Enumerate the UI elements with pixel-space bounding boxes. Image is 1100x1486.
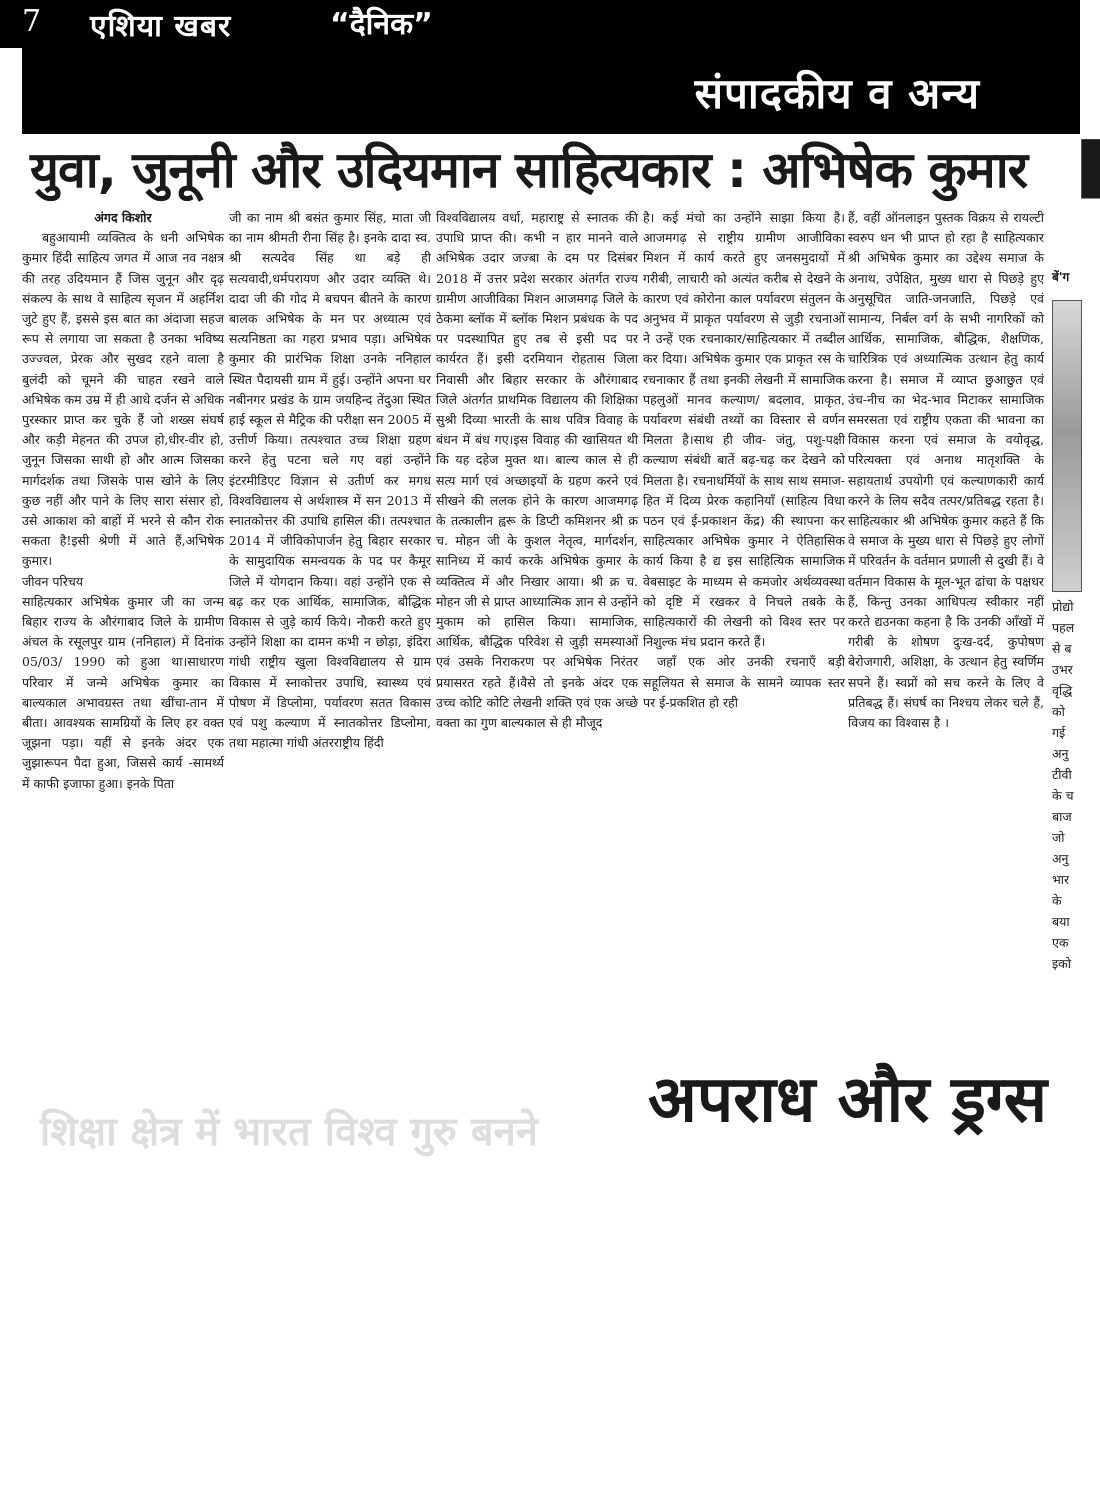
side-line: के (1052, 893, 1062, 908)
article-headline: युवा, जुनूनी और उदियमान साहित्यकार : अभिषेक कुमार (30, 141, 1028, 199)
paper-name: एशिया खबर (90, 9, 232, 44)
side-line: उभर (1052, 662, 1073, 677)
side-line: वृद्धि (1052, 683, 1073, 698)
section-title: संपादकीय व अन्य (694, 69, 980, 118)
side-line: प्रोद्यो (1052, 599, 1074, 614)
author-byline: अंगद किशोर (94, 210, 152, 225)
article-column-5 (848, 208, 1044, 731)
side-story-caption: बें'ग (1052, 270, 1070, 284)
section-bar (22, 48, 1080, 134)
column-text: जी का नाम श्री बसंत कुमार सिंह, माता जी का नाम श्रीमती रीना सिंह है। इनके दादा स्व. श्री सत्यदेव सिंह था बड़े ही सत्यवादी,धर्मपरायण और उदार व्यक्ति थे। दादा जी की गोद मे बचपन बीतने के कारण बालक अभिषेक के मन पर अध्यात्म एवं सत्यनिष्ठता का गहरा प्रभाव पड़ा। अभिषेक कुमार की प्रारंभिक शिक्षा उनके ननिहाल स्थित पैदायसी ग्राम में हुई। उन्होंने अपना घर नबीनगर प्रखंड के ग्राम जयहिन्द तेंदुआ स्थित हाई स्कूल से मैट्रिक की परीक्षा सन 2005 में उत्तीर्ण किया। तत्पश्चात उच्च शिक्षा ग्रहण करने हेतु पटना चले गए वहां उन्होंने इंटरमीडिएट विज्ञान से उतीर्ण कर मगध विश्वविद्यालय से अर्थशास्त्र में सन 2013 में स्नातकोत्तर की उपाधि हासिल की। तत्पश्चात 2014 में जीविकोपार्जन हेतु बिहार सरकार के सामुदायिक समन्वयक के पद पर कैमूर जिले में योगदान किया। वहां उन्होंने एक से बढ़ कर एक आर्थिक, सामाजिक, बौद्धिक विकास से जुड़े कार्य किये। नौकरी करते हुए उन्होंने शिक्षा का दामन कभी न छोड़ा, इंदिरा गांधी राष्ट्रीय खुला विश्वविद्यालय से ग्राम विकास में स्नाकोत्तर उपाधि, स्वास्थ्य एवं पोषण में डिप्लोमा, पर्यावरण सतत विकास एवं पशु कल्याण में स्नातकोत्तर डिप्लोमा, तथा महात्मा गांधी अंतरराष्ट्रीय हिंदी (229, 210, 431, 751)
side-line: अनु (1052, 746, 1069, 761)
side-story-photo (1052, 300, 1082, 592)
side-line: अनु (1052, 851, 1069, 866)
page-number: 7 (22, 4, 42, 39)
column-text: हैं, वहीं ऑनलाइन पुस्तक विक्रय से रायल्टी स्वरुप धन भी प्राप्त हो रहा है साहित्यकार श्री अभिषेक कुमार का उद्देश्य समाज के अनाथ, उपेक्षित, मुख्य धारा से पिछड़े हुए अनुसूचित जाति-जनजाति, पिछड़े एवं सामान्य, निर्बल वर्ग के सभी नागरिकों को आर्थिक, सामाजिक, बौद्धिक, शैक्षणिक, चारित्रिक एवं अध्यात्मिक उत्थान हेतु कार्य करना है। समाज में व्याप्त छुआछुत एवं उंच-नीच का भेद-भाव मिटाकर सामाजिक समरसता एवं राष्ट्रीय एकता की भावना का विकास करना एवं समाज के वयोवृद्ध, परित्यक्ता एवं अनाथ मातृशक्ति के सहायतार्थ उपयोगी एवं कल्याणकारी कार्य करने के लिय सदैव तत्पर/प्रतिबद्ध रहता है। साहित्यकार श्री अभिषेक कुमार कहते हैं कि वे समाज के मुख्य धारा से पिछड़े हुए लोगों में परिवर्तन के वर्तमान प्रणाली से दुखी हैं। वे वर्तमान विकास के मूल-भूत ढांचा के पक्षधर हैं, किन्तु उनका आधिपत्य स्वीकार नहीं करते द्यउनका कहना है कि उनकी आँखों में गरीबी के शोषण दुःख-दर्द, कुपोषण बेरोजगारी, अशिक्षा, के उत्थान हेतु स्वर्णिम सपने हैं। स्वप्नों को सच करने के लिए वे प्रतिबद्ध हैं। संघर्ष का निश्चय लेकर चले हैं, विजय का विश्वास है । (848, 210, 1044, 731)
side-line: से ब (1052, 641, 1072, 656)
side-line: टीवी (1052, 767, 1072, 782)
side-line: बाज (1052, 809, 1072, 824)
side-line: के च (1052, 788, 1074, 803)
side-line: जो (1052, 830, 1065, 845)
column-text: विश्वविद्यालय वर्धा, महाराष्ट्र से स्नातक की उपाधि प्राप्त की। कभी न हार मानने वाले अभिषेक उदार जज्बा के दम पर दिसंबर 2018 में उत्तर प्रदेश सरकार अंतर्गत राज्य ग्रामीण आजीविका मिशन आजमगढ़ जिले के ठेकमा ब्लॉक में ब्लॉक मिशन प्रबंधक के पद पर पदस्थापित हुए तब से इसी पद पर कार्यरत हैं। इसी दरमियान रोहतास जिला निवासी और बिहार सरकार के औरंगाबाद जिले अंतर्गत प्राथमिक विद्यालय की शिक्षिका सुश्री दिव्या भारती के साथ पवित्र विवाह के बंधन में बंध गए।इस विवाह की खासियत थी कि यह दहेज मुक्त था। बाल्य काल से ही सत्य मार्ग एवं अच्छाइयों के ग्रहण करने एवं सीखने की ललक होने के कारण आजमगढ़ के तत्कालीन ह्वरू के डिप्टी कमिशनर श्री क्र च. मोहन जी के कुशल नेतृत्व, मार्गदर्शन, सानिध्य में कार्य करके अभिषेक कुमार के व्यक्तित्व में और निखार आया। श्री क्र च. मोहन जी से प्राप्त आध्यात्मिक ज्ञान से उन्होंने मुकाम को हासिल किया। सामाजिक, आर्थिक, बौद्धिक परिवेश से जुड़ी समस्याओं एवं उसके निराकरण पर अभिषेक निरंतर प्रयासरत रहते हैं।वैसे तो इनके अंदर एक उच्च कोटि कोटि लेखनी शक्ति एवं एक अच्छे वक्ता का गुण बाल्यकाल से ही मौजूद (436, 210, 638, 731)
faded-headline: शिक्षा क्षेत्र में भारत विश्व गुरु बनने (40, 1109, 538, 1155)
column-text: है। कई मंचो का उन्होंने साझा किया है। आजमगढ़ से राष्ट्रीय ग्रामीण आजीविका मिशन में कार्य करते हुए जनसमुदायों में गरीबी, लाचारी को अत्यंत करीब से देखने के कारण एवं कोरोना काल पर्यावरण संतुलन के अनुभव में प्राकृत पर्यावरण से जुड़ी रचनाओं ने उन्हें एक रचनाकार/साहित्यकार में तब्दील कर दिया। अभिषेक कुमार एक प्राकृत रस के रचनाकार हैं तथा इनकी लेखनी में सामाजिक पहलुओं मानव कल्याण/ बदलाव, प्राकृत, पर्यावरण संबंधी तथ्यों का विस्तार से वर्णन मिलता है।साथ ही जीव- जंतु, पशु-पक्षी कल्याण संबंधी बातें बढ़-चढ़ कर देखने को मिलता है। रचनाधर्मियों के साथ साथ समाज-हित में दिव्य प्रेरक कहानियाँ (साहित्य विधा पठन एवं ई-प्रकाशन केंद्र) की स्थापना कर साहित्यकार अभिषेक कुमार ने ऐतिहासिक कार्य किया है द्य इस साहित्यिक सामाजिक वेबसाइट के माध्यम से कमजोर अर्थव्यवस्था को दृष्टि में रखकर वे निचले तबके के साहित्यकारों की लेखनी को विश्व स्तर पर निशुल्क मंच प्रदान करते हैं। (643, 210, 845, 650)
paper-tagline: “दैनिक” (330, 7, 433, 42)
subheading-life: जीवन परिचय (22, 573, 84, 589)
column-text: जहाँ एक ओर उनकी रचनाएँ बड़ी सहूलियत से समाज के सामने व्यापक स्तर पर ई-प्रकशित हो रही (643, 654, 845, 710)
adjacent-headline-fragment: ▐ (1062, 140, 1100, 198)
article-column-2 (229, 208, 431, 1006)
column-text: साहित्यकार अभिषेक कुमार जी का जन्म बिहार राज्य के औरंगाबाद जिले के ग्रामीण अंचल के रसूलपुर ग्राम (ननिहाल) में दिनांक 05/03/ 1990 को हुआ था।साधारण परिवार में जन्मे अभिषेक कुमार का बाल्यकाल अभावग्रस्त तथा खींचा-तान में बीता। आवश्यक सामग्रियों के लिए हर वक्त जूझना पड़ा। यहीं से इनके अंदर एक जुझारूपन पैदा हुआ, जिससे कार्य -सामर्थ्य में काफी इजाफा हुआ। इनके पिता (22, 593, 224, 791)
side-line: को (1052, 704, 1065, 719)
side-line: इको (1052, 956, 1071, 971)
side-line: पहल (1052, 620, 1075, 635)
side-line: भार (1052, 872, 1070, 887)
article-column-4 (643, 208, 845, 1006)
article-column-3 (436, 208, 638, 1006)
column-text: बहुआयामी व्यक्तित्व के धनी अभिषेक कुमार हिंदी साहित्य जगत में आज नव नक्षत्र की तरह उदियमान हैं जिस जुनून और दृढ़ संकल्प के साथ वे साहित्य सृजन में अहर्निश जुटे हुए हैं, इससे इस बात का अंदाजा सहज रूप से लगाया जा सकता है उनका भविष्य उज्ज्वल, प्रेरक और सुखद रहने वाला है बुलंदी को चूमने की चाहत रखने वाले अभिषेक कम उम्र में ही आधे दर्जन से अधिक पुरस्कार प्राप्त कर चुके हैं जो शख्स संघर्ष और कड़ी मेहनत की उपज हो,धीर-वीर हो, जुनून जिसका साथी हो और आत्म जिसका मार्गदर्शक तथा जिसके पास खोने के लिए कुछ नहीं और पाने के लिए सारा संसार हो, उसे आकाश को बाहों में भरने से कौन रोक सकता है!इसी श्रेणी में आते हैं,अभिषेक कुमार। (22, 230, 224, 569)
side-line: बया (1052, 914, 1070, 929)
next-article-headline: अपराध और ड्रग्स (648, 1063, 1048, 1137)
masthead-bar (0, 0, 1080, 48)
side-line: गई (1052, 725, 1066, 740)
article-column-1 (22, 208, 224, 1006)
side-story-column (1052, 596, 1080, 1486)
side-line: एक (1052, 935, 1069, 950)
